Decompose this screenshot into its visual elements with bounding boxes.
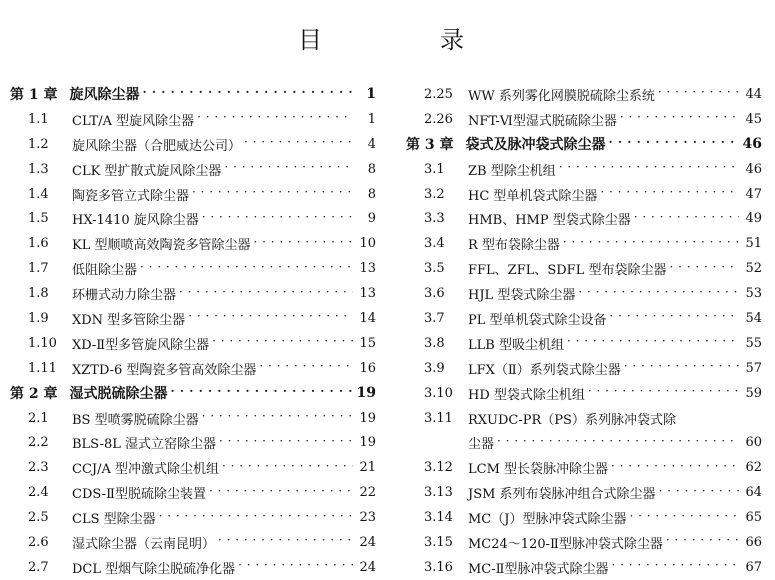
dot-leader: [253, 237, 353, 251]
toc-section-entry: [406, 381, 762, 406]
toc-page-number: 1: [366, 86, 376, 103]
toc-entry-number: 3.12: [424, 460, 453, 476]
toc-section-entry: [10, 281, 376, 306]
toc-section-entry: [406, 480, 762, 505]
toc-entry-title: BS 型喷雾脱硫除尘器: [72, 412, 199, 428]
dot-leader: [209, 486, 353, 500]
toc-section-entry: [10, 256, 376, 281]
toc-entry-number: 2.25: [424, 86, 453, 102]
toc-entry-title: CLS 型除尘器: [72, 512, 156, 528]
toc-entry-title: LLB 型吸尘机组: [468, 337, 564, 353]
dot-leader: [140, 262, 353, 276]
toc-section-entry: [406, 406, 762, 431]
toc-section-entry: [10, 157, 376, 182]
toc-entry-number: 2.26: [424, 111, 453, 127]
toc-section-entry: [10, 455, 376, 480]
toc-entry-number: 3.4: [424, 236, 445, 252]
toc-entry-number: 2.1: [28, 410, 49, 426]
dot-leader: [600, 187, 739, 201]
toc-section-entry: [10, 107, 376, 132]
dot-leader: [624, 361, 739, 375]
toc-entry-number: 2.7: [28, 559, 49, 575]
dot-leader: [666, 535, 739, 549]
toc-section-entry: [10, 480, 376, 505]
toc-entry-number: 3.16: [424, 559, 453, 575]
toc-entry-number: 1.2: [28, 136, 49, 152]
toc-page-number: 14: [359, 310, 376, 326]
toc-entry-title: 旋风除尘器（合肥威达公司）: [72, 138, 242, 154]
dot-leader: [612, 560, 740, 574]
toc-entry-title: CLT/A 型旋风除尘器: [72, 113, 195, 129]
toc-page-number: 16: [359, 360, 376, 376]
toc-entry-number: 3.5: [424, 261, 445, 277]
toc-page-number: 57: [745, 360, 762, 376]
toc-entry-number: 第 2 章: [10, 386, 58, 403]
toc-entry-title: 低阻除尘器: [72, 263, 138, 279]
dot-leader: [202, 212, 353, 226]
dot-leader: [171, 386, 354, 400]
toc-section-entry: [406, 306, 762, 331]
toc-entry-title: RXUDC-PR（PS）系列脉冲袋式除: [468, 412, 676, 428]
toc-entry-title: 袋式及脉冲袋式除尘器: [465, 137, 606, 154]
dot-leader: [218, 535, 353, 549]
toc-page-number: 21: [359, 460, 376, 476]
toc-section-entry: [406, 430, 762, 455]
dot-leader: [610, 311, 739, 325]
toc-entry-title: HMB、HMP 型袋式除尘器: [468, 213, 631, 229]
toc-page-number: 24: [359, 559, 376, 575]
toc-page-number: 66: [745, 534, 762, 550]
toc-entry-number: 第 1 章: [10, 87, 58, 104]
dot-leader: [188, 311, 353, 325]
toc-section-entry: [10, 505, 376, 530]
toc-page-number: 52: [745, 261, 762, 277]
toc-entry-number: 3.15: [424, 534, 453, 550]
dot-leader: [609, 137, 740, 151]
toc-section-entry: [10, 132, 376, 157]
toc-entry-title: ZB 型除尘机组: [468, 163, 556, 179]
toc-entry-title: KL 型顺喷高效陶瓷多管除尘器: [72, 238, 251, 254]
title-char-2: 录: [440, 26, 464, 54]
toc-page-number: 46: [745, 161, 762, 177]
toc-entry-title: JSM 系列布袋脉冲组合式除尘器: [468, 487, 656, 503]
toc-page-number: 19: [356, 385, 376, 402]
dot-leader: [159, 511, 353, 525]
toc-page-number: 22: [359, 485, 376, 501]
dot-leader: [567, 336, 739, 350]
toc-entry-title: LCM 型长袋脉冲除尘器: [468, 462, 609, 478]
toc-page-number: 15: [359, 335, 376, 351]
toc-section-entry: [10, 555, 376, 580]
dot-leader: [629, 511, 739, 525]
toc-entry-number: 3.14: [424, 510, 453, 526]
toc-entry-number: 1.5: [28, 211, 49, 227]
toc-entry-number: 第 3 章: [406, 137, 454, 154]
toc-entry-title: 湿式除尘器（云南昆明）: [72, 536, 216, 552]
toc-page-number: 46: [742, 136, 762, 153]
toc-page-number: 53: [745, 286, 762, 302]
toc-entry-number: 3.1: [424, 161, 445, 177]
toc-left-column: [10, 82, 376, 580]
toc-section-entry: [10, 331, 376, 356]
toc-entry-number: 3.10: [424, 385, 453, 401]
toc-section-entry: [406, 182, 762, 207]
toc-section-entry: [10, 206, 376, 231]
toc-entry-title: BLS-8L 湿式立窑除尘器: [72, 437, 216, 453]
dot-leader: [659, 486, 739, 500]
toc-page-number: 19: [359, 410, 376, 426]
toc-entry-title: MC（J）型脉冲袋式除尘器: [468, 512, 627, 528]
toc-entry-title: 旋风除尘器: [69, 87, 140, 104]
toc-page-number: 4: [367, 136, 376, 152]
toc-entry-title: MC-Ⅱ型脉冲袋式除尘器: [468, 561, 609, 577]
toc-entry-number: 2.3: [28, 460, 49, 476]
toc-entry-title: 陶瓷多管立式除尘器: [72, 188, 190, 204]
toc-page-number: 44: [745, 86, 762, 102]
toc-page-number: 13: [359, 286, 376, 302]
toc-entry-number: 1.1: [28, 111, 49, 127]
toc-page-number: 1: [367, 111, 376, 127]
page-title: [0, 20, 775, 52]
dot-leader: [578, 287, 739, 301]
toc-entry-number: 1.6: [28, 236, 49, 252]
toc-entry-number: 1.8: [28, 286, 49, 302]
toc-page-number: 55: [745, 335, 762, 351]
dot-leader: [620, 112, 739, 126]
toc-entry-title: LFX（Ⅱ）系列袋式除尘器: [468, 362, 621, 378]
toc-entry-title: DCL 型烟气除尘脱硫净化器: [72, 561, 236, 577]
toc-entry-title: NFT-Ⅵ型湿式脱硫除尘器: [468, 113, 617, 129]
toc-page-number: 19: [359, 435, 376, 451]
toc-section-entry: [10, 530, 376, 555]
toc-entry-number: 1.10: [28, 335, 57, 351]
toc-page-number: 45: [745, 111, 762, 127]
toc-entry-number: 3.11: [424, 410, 453, 426]
dot-leader: [222, 461, 353, 475]
toc-entry-number: 2.6: [28, 534, 49, 550]
dot-leader: [611, 461, 739, 475]
toc-entry-number: 3.7: [424, 310, 445, 326]
dot-leader: [197, 112, 353, 126]
toc-section-entry: [10, 406, 376, 431]
toc-page-number: 24: [359, 534, 376, 550]
toc-section-entry: [406, 82, 762, 107]
toc-page-number: 23: [359, 510, 376, 526]
dot-leader: [497, 436, 739, 450]
toc-section-entry: [10, 182, 376, 207]
toc-section-entry: [406, 530, 762, 555]
toc-entry-number: 3.8: [424, 335, 445, 351]
toc-section-entry: [406, 555, 762, 580]
toc-page-number: 62: [745, 460, 762, 476]
toc-entry-title: HC 型单机袋式除尘器: [468, 188, 598, 204]
dot-leader: [588, 386, 739, 400]
dot-leader: [219, 436, 353, 450]
toc-entry-number: 2.2: [28, 435, 49, 451]
toc-entry-title: HJL 型袋式除尘器: [468, 288, 576, 304]
toc-page-number: 47: [745, 186, 762, 202]
toc-section-entry: [406, 331, 762, 356]
toc-page-number: 65: [745, 510, 762, 526]
toc-page-number: 51: [745, 236, 762, 252]
toc-entry-number: 3.9: [424, 360, 445, 376]
dot-leader: [192, 187, 353, 201]
toc-entry-title: 尘器: [468, 437, 495, 453]
title-char-1: 目: [298, 26, 322, 54]
toc-entry-title: HD 型袋式除尘机组: [468, 387, 585, 403]
toc-entry-number: 3.2: [424, 186, 445, 202]
toc-entry-number: 1.11: [28, 360, 57, 376]
toc-entry-title: R 型布袋除尘器: [468, 238, 560, 254]
toc-section-entry: [406, 206, 762, 231]
toc-section-entry: [10, 430, 376, 455]
toc-entry-title: PL 型单机袋式除尘设备: [468, 312, 607, 328]
dot-leader: [212, 336, 353, 350]
toc-chapter-entry: [10, 381, 376, 406]
toc-entry-title: CLK 型扩散式旋风除尘器: [72, 163, 222, 179]
dot-leader: [669, 262, 739, 276]
toc-section-entry: [406, 281, 762, 306]
toc-section-entry: [10, 306, 376, 331]
toc-page-number: 67: [745, 559, 762, 575]
toc-page-number: 60: [745, 435, 762, 451]
toc-page-number: 8: [367, 186, 376, 202]
toc-entry-title: WW 系列雾化网膜脱硫除尘系统: [468, 88, 655, 104]
toc-entry-number: 1.9: [28, 310, 49, 326]
dot-leader: [563, 237, 739, 251]
toc-section-entry: [406, 455, 762, 480]
toc-section-entry: [406, 107, 762, 132]
toc-page-number: 8: [367, 161, 376, 177]
dot-leader: [143, 87, 354, 101]
toc-page-number: 9: [367, 211, 376, 227]
toc-entry-title: CCJ/A 型冲激式除尘机组: [72, 462, 220, 478]
toc-entry-title: XD-Ⅱ型多管旋风除尘器: [72, 337, 210, 353]
toc-page-number: 64: [745, 485, 762, 501]
toc-right-column: [406, 82, 762, 580]
toc-entry-title: 湿式脱硫除尘器: [69, 386, 168, 403]
toc-section-entry: [10, 356, 376, 381]
dot-leader: [244, 137, 353, 151]
toc-section-entry: [10, 231, 376, 256]
dot-leader: [179, 287, 353, 301]
dot-leader: [224, 162, 353, 176]
dot-leader: [634, 212, 739, 226]
toc-section-entry: [406, 256, 762, 281]
toc-entry-title: FFL、ZFL、SDFL 型布袋除尘器: [468, 263, 667, 279]
toc-section-entry: [406, 505, 762, 530]
toc-page-number: 10: [359, 236, 376, 252]
toc-section-entry: [406, 231, 762, 256]
dot-leader: [202, 411, 353, 425]
toc-entry-title: 环栅式动力除尘器: [72, 288, 177, 304]
toc-section-entry: [406, 356, 762, 381]
toc-entry-title: MC24～120-Ⅱ型脉冲袋式除尘器: [468, 536, 663, 552]
toc-entry-number: 2.4: [28, 485, 49, 501]
toc-entry-number: 1.3: [28, 161, 49, 177]
toc-chapter-entry: [406, 132, 762, 157]
toc-entry-number: 3.3: [424, 211, 445, 227]
toc-entry-number: 1.4: [28, 186, 49, 202]
dot-leader: [559, 162, 739, 176]
toc-entry-number: 1.7: [28, 261, 49, 277]
toc-entry-title: HX-1410 旋风除尘器: [72, 213, 199, 229]
toc-page-number: 49: [745, 211, 762, 227]
toc-entry-number: 2.5: [28, 510, 49, 526]
toc-entry-title: XZTD-6 型陶瓷多管高效除尘器: [72, 362, 257, 378]
toc-page-number: 13: [359, 261, 376, 277]
toc-page-number: 54: [745, 310, 762, 326]
toc-chapter-entry: [10, 82, 376, 107]
toc-entry-title: XDN 型多管除尘器: [72, 312, 186, 328]
toc-entry-number: 3.13: [424, 485, 453, 501]
toc-page-number: 59: [745, 385, 762, 401]
toc-section-entry: [406, 157, 762, 182]
dot-leader: [658, 87, 739, 101]
toc-entry-title: CDS-Ⅱ型脱硫除尘装置: [72, 487, 206, 503]
dot-leader: [238, 560, 353, 574]
dot-leader: [259, 361, 353, 375]
toc-entry-number: 3.6: [424, 286, 445, 302]
